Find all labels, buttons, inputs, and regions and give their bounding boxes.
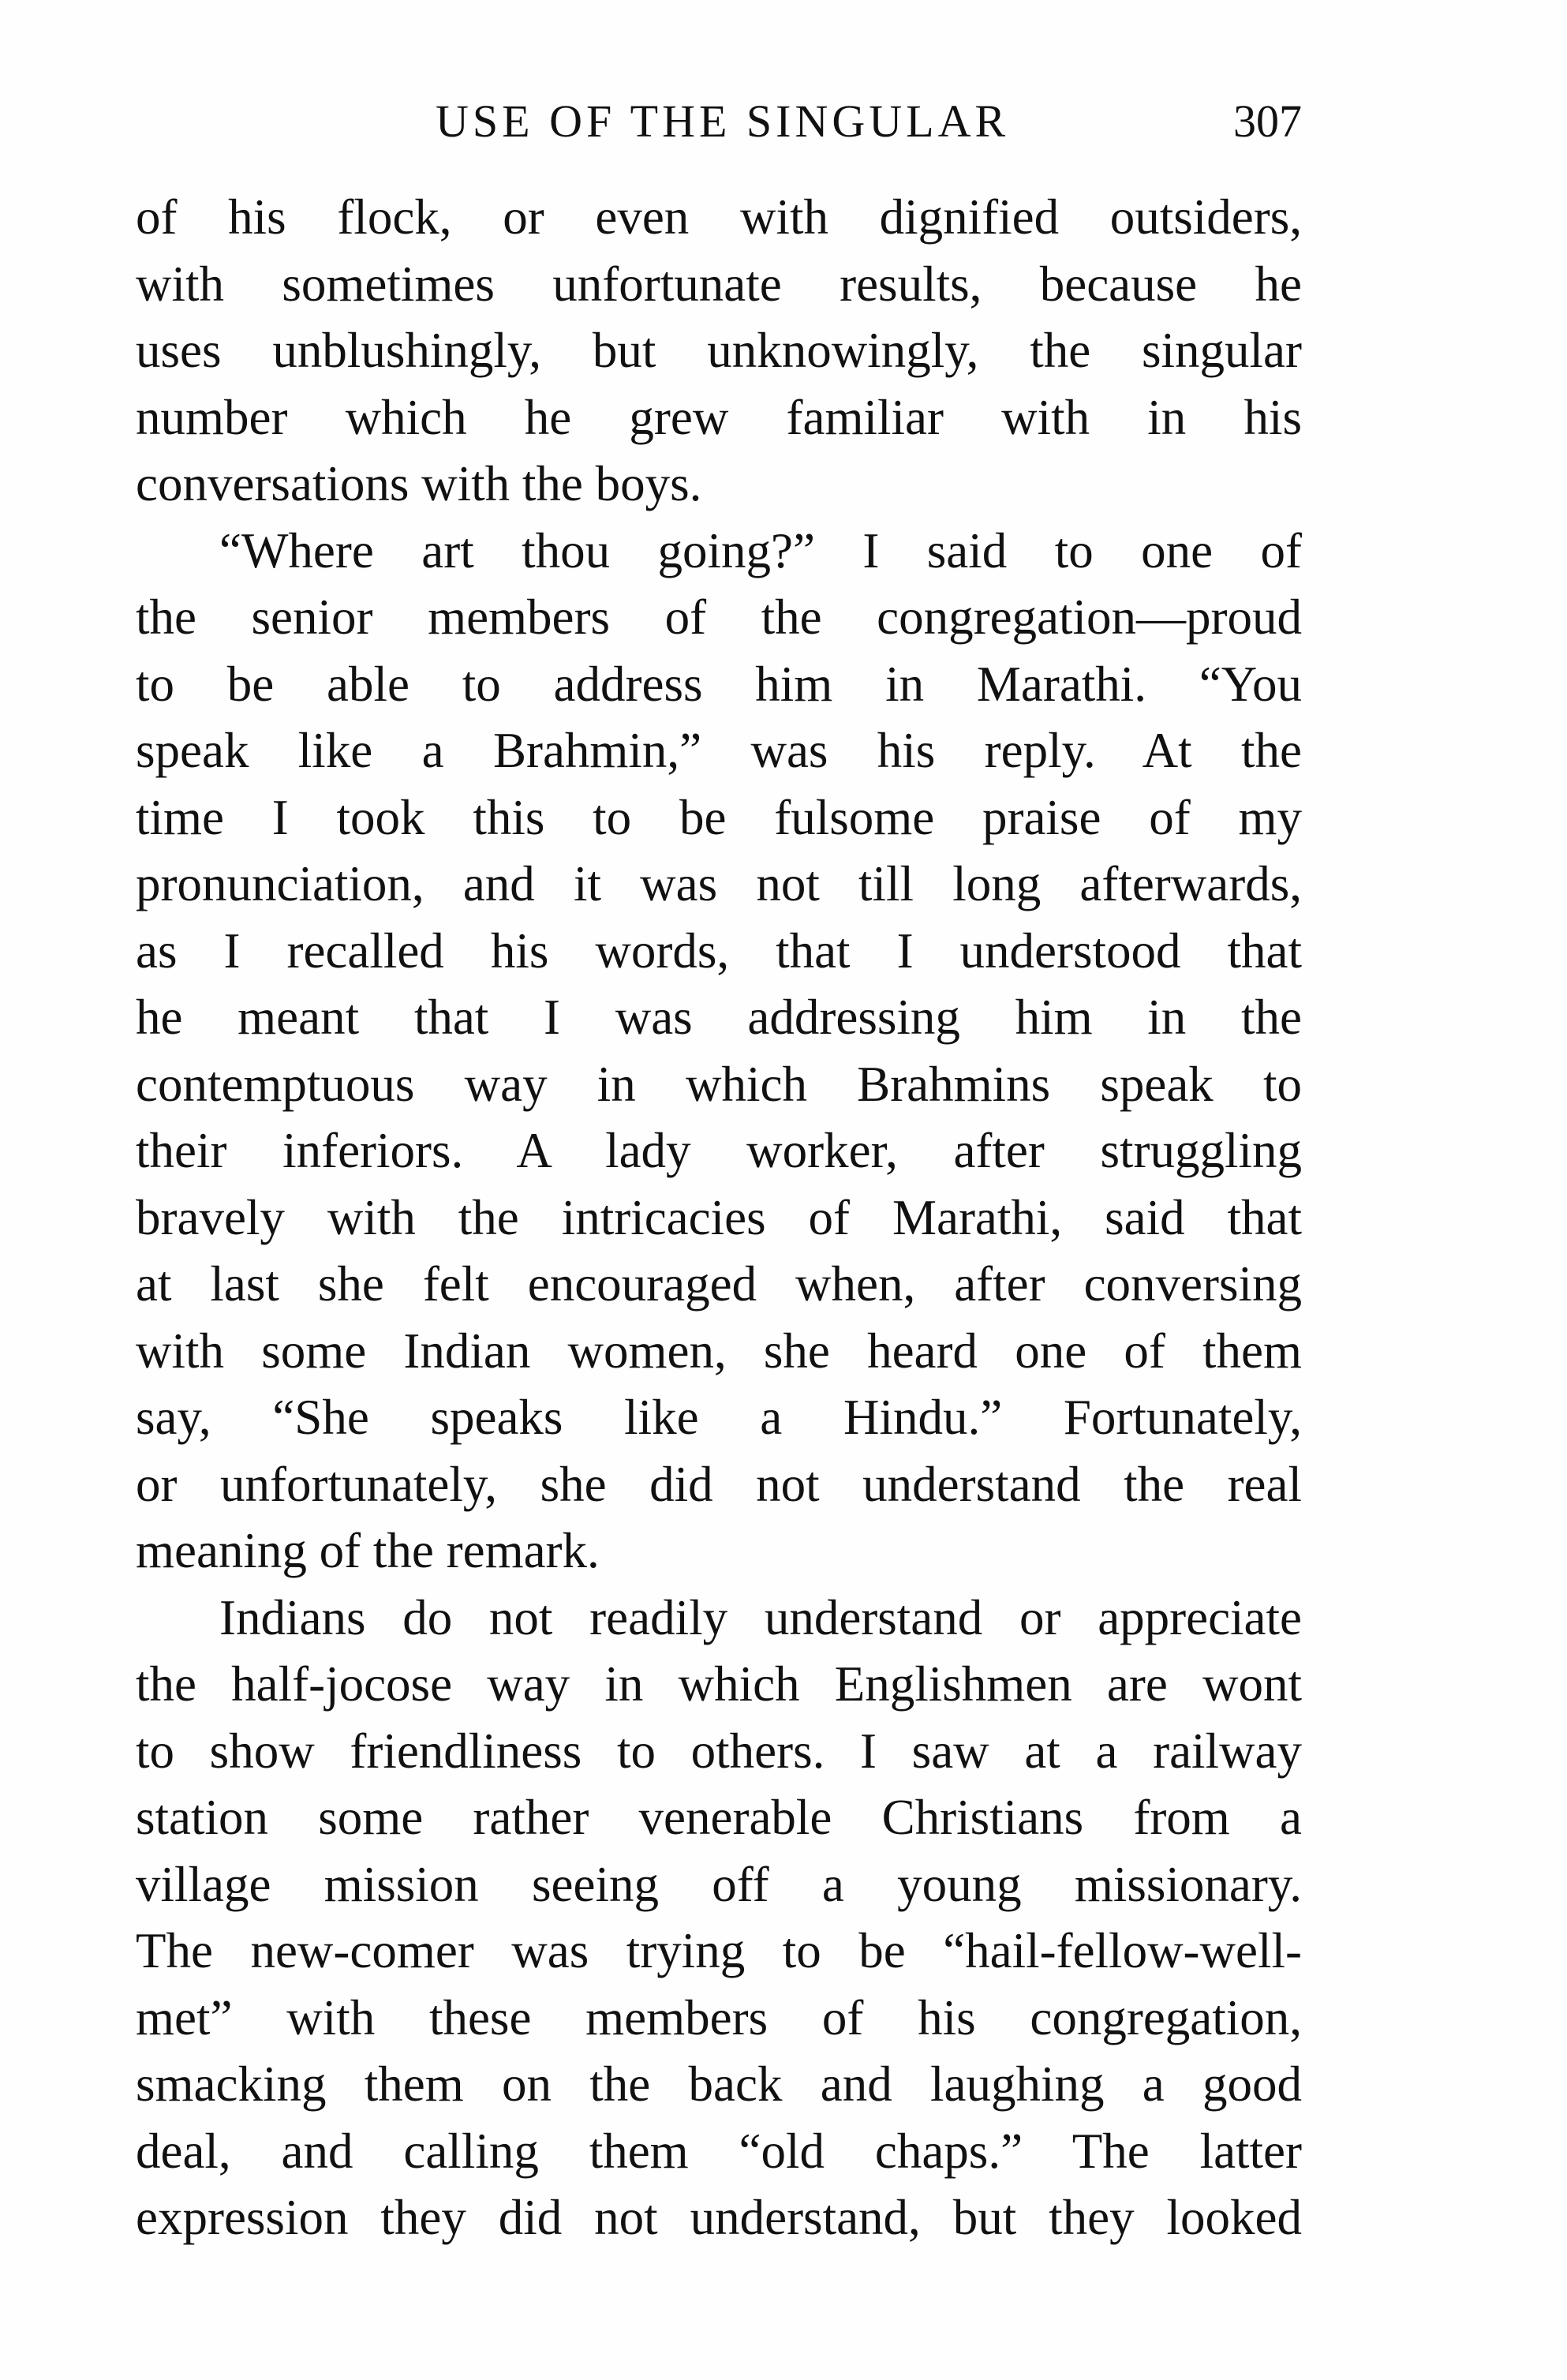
- text-line: expression they did not understand, but they looked: [136, 2190, 1302, 2245]
- text-line: contemptuous way in which Brahmins speak to: [136, 1056, 1302, 1112]
- text-line: smacking them on the back and laughing a good: [136, 2056, 1302, 2112]
- text-line: conversations with the boys.: [136, 456, 702, 511]
- text-line: time I took this to be fulsome praise of my: [136, 789, 1302, 845]
- text-line: at last she felt encouraged when, after conversing: [136, 1256, 1302, 1312]
- text-line: to show friendliness to others. I saw at a railway: [136, 1723, 1302, 1779]
- text-line: the senior members of the congregation—proud: [136, 589, 1302, 645]
- text-line: as I recalled his words, that I understood that: [136, 922, 1302, 979]
- text-line: uses unblushingly, but unknowingly, the singular: [136, 323, 1302, 378]
- text-line: speak like a Brahmin,” was his reply. At the: [136, 723, 1302, 778]
- text-line: met” with these members of his congregation,: [136, 1989, 1302, 2045]
- text-line: pronunciation, and it was not till long afterwards,: [136, 856, 1302, 911]
- text-line: say, “She speaks like a Hindu.” Fortunately,: [136, 1390, 1302, 1445]
- text-line: station some rather venerable Christians from a: [136, 1790, 1302, 1845]
- page-number: 307: [1233, 95, 1302, 147]
- text-line: with sometimes unfortunate results, because he: [136, 256, 1302, 312]
- text-line: meaning of the remark.: [136, 1523, 600, 1578]
- text-line: bravely with the intricacies of Marathi, said that: [136, 1189, 1302, 1245]
- text-line: their inferiors. A lady worker, after struggling: [136, 1123, 1302, 1178]
- text-line: The new-comer was trying to be “hail-fellow-well-: [136, 1923, 1302, 1978]
- running-head: [136, 85, 1302, 156]
- text-line: with some Indian women, she heard one of them: [136, 1323, 1302, 1379]
- running-title: USE OF THE SINGULAR: [436, 95, 1010, 147]
- text-line: number which he grew familiar with in his: [136, 389, 1302, 445]
- text-line: deal, and calling them “old chaps.” The latter: [136, 2123, 1302, 2179]
- text-line: village mission seeing off a young missionary.: [136, 1856, 1302, 1912]
- paragraph-first-line: Indians do not readily understand or appreciate: [219, 1589, 1302, 1645]
- text-line: he meant that I was addressing him in the: [136, 990, 1302, 1045]
- text-line: the half-jocose way in which Englishmen are wont: [136, 1656, 1302, 1712]
- text-line: of his flock, or even with dignified outsiders,: [136, 189, 1302, 245]
- body-text: [136, 184, 1302, 2251]
- text-line: or unfortunately, she did not understand the real: [136, 1456, 1302, 1512]
- text-line: to be able to address him in Marathi. “You: [136, 656, 1302, 712]
- paragraph-first-line: “Where art thou going?” I said to one of: [219, 522, 1302, 578]
